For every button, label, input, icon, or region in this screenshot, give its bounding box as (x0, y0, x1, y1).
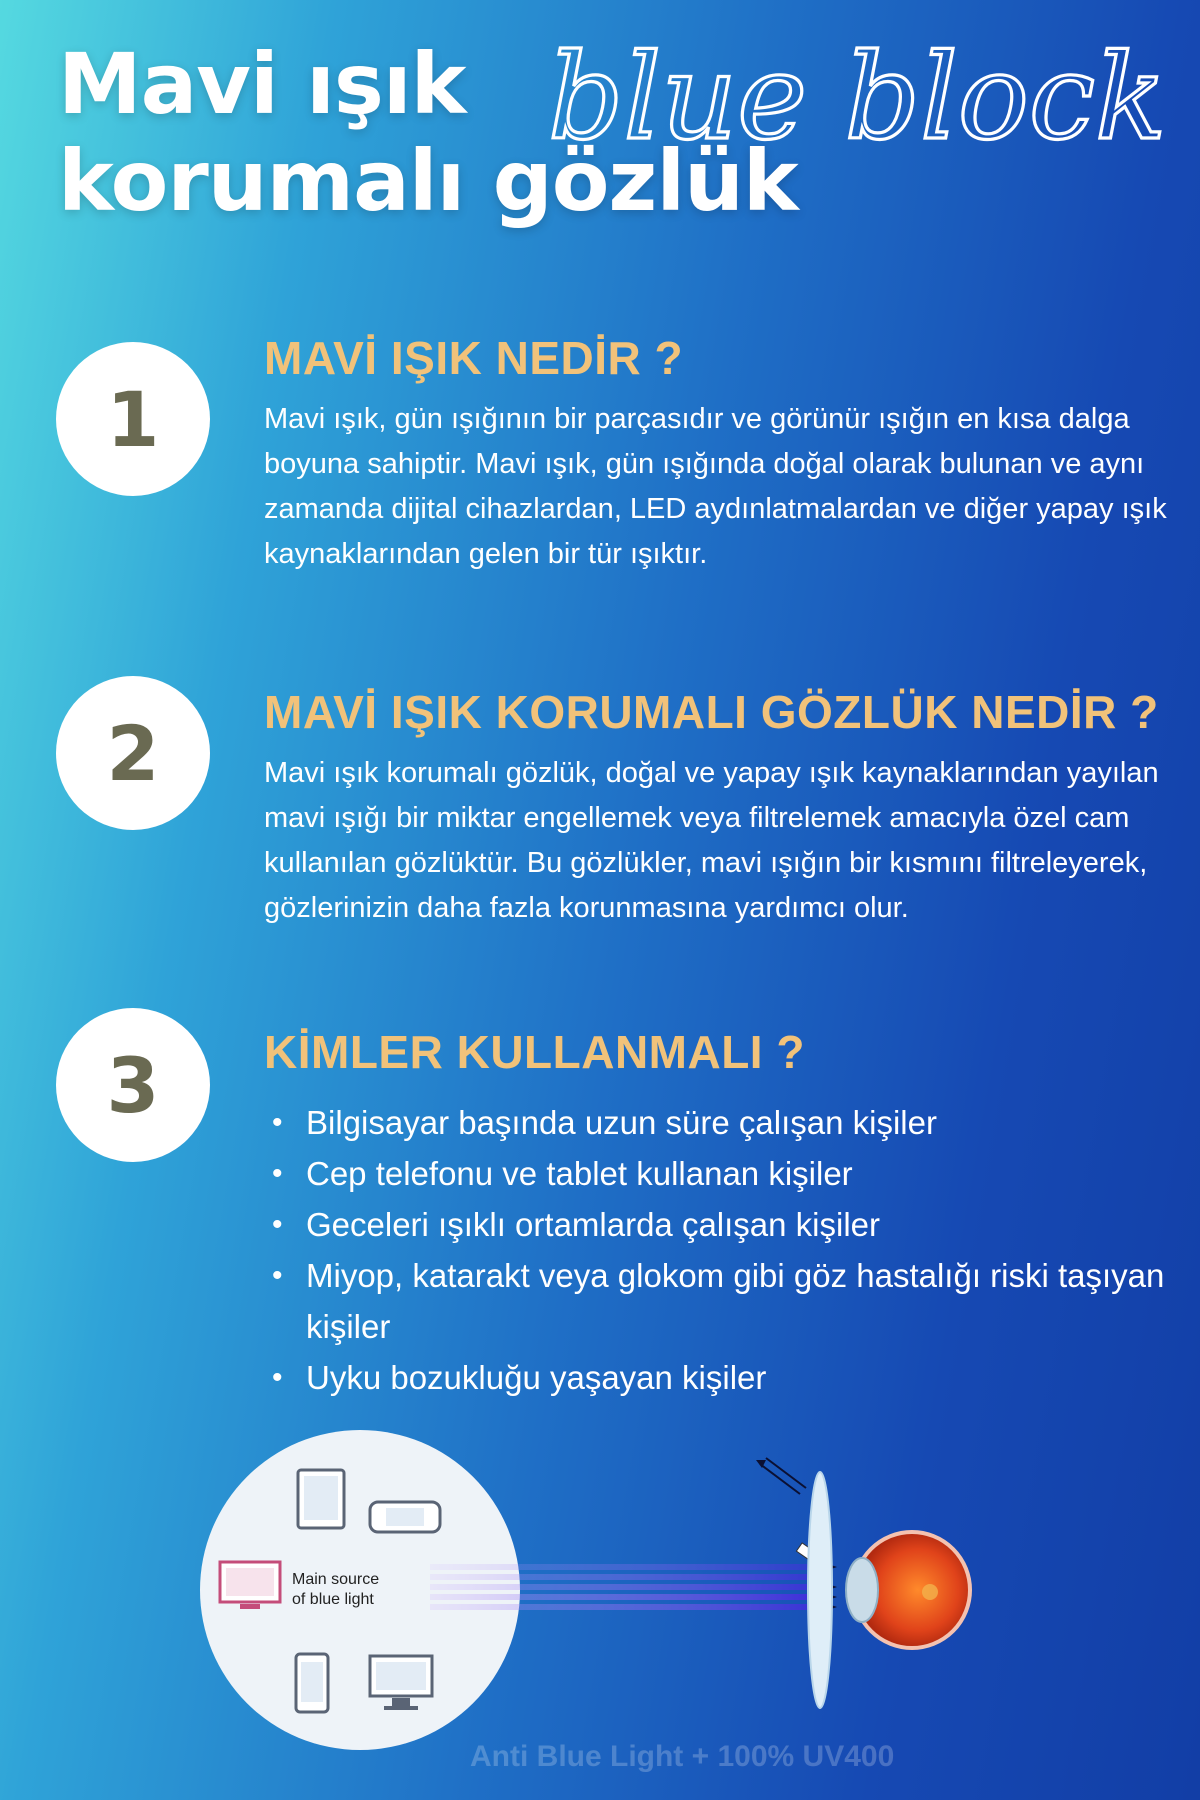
tablet-icon (298, 1470, 344, 1528)
section-heading: MAVİ IŞIK NEDİR ? (264, 332, 684, 384)
list-item: • Cep telefonu ve tablet kullanan kişiler (264, 1148, 1174, 1199)
section-number-3: 3 (56, 1008, 210, 1162)
section-body: Mavi ışık korumalı gözlük, doğal ve yapay ışık kaynaklarından yayılan mavi ışığı bir miktar engellemek veya filtrelemek amacıyla özel cam kullanılan gözlüktür. Bu gözlükler, mavi ışığın bir kısmını filtreleyerek, gözlerinizin daha fazla korunmasına yardımcı olur. (264, 756, 1159, 924)
lens-icon (808, 1472, 832, 1708)
script-overlay (548, 10, 1167, 180)
section-what-is-blue-light (264, 332, 1174, 577)
section-number-2: 2 (56, 676, 210, 830)
list-item: • Miyop, katarakt veya glokom gibi göz hastalığı riski taşıyan kişiler (264, 1250, 1174, 1352)
title-line-1: Mavi ışık (58, 35, 466, 133)
script-overlay-text: blue block (548, 28, 1167, 166)
list-item: • Uyku bozukluğu yaşayan kişiler (264, 1352, 1174, 1403)
monitor-icon (220, 1562, 280, 1609)
phone-icon (296, 1654, 328, 1712)
bullet-list (264, 1097, 1174, 1403)
title-line-2: korumalı gözlük (58, 131, 798, 230)
section-number-1: 1 (56, 342, 210, 496)
section-body: Mavi ışık, gün ışığının bir parçasıdır ve görünür ışığın en kısa dalga boyuna sahiptir. Mavi ışık, gün ışığında doğal olarak bulunan ve aynı zamanda dijital cihazlardan, LED aydınlatmalardan ve diğer yapay ışık kaynaklarından gelen bir tür ışıktır. (264, 402, 1167, 570)
section-what-are-glasses (264, 686, 1174, 931)
game-console-icon (370, 1502, 440, 1532)
source-label-line-2: of blue light (292, 1591, 374, 1608)
footer-tagline: Anti Blue Light + 100% UV400 (470, 1740, 895, 1773)
section-who-should-use (264, 1026, 1174, 1403)
section-heading: KİMLER KULLANMALI ? (264, 1026, 805, 1078)
blue-light-diagram (200, 1440, 1060, 1750)
list-item: • Bilgisayar başında uzun süre çalışan kişiler (264, 1097, 1174, 1148)
reflection-arrow-icon (756, 1458, 814, 1559)
list-item: • Geceleri ışıklı ortamlarda çalışan kişiler (264, 1199, 1174, 1250)
eye-icon (846, 1532, 970, 1648)
section-heading: MAVİ IŞIK KORUMALI GÖZLÜK NEDİR ? (264, 686, 1159, 738)
source-label-line-1: Main source (292, 1571, 380, 1588)
